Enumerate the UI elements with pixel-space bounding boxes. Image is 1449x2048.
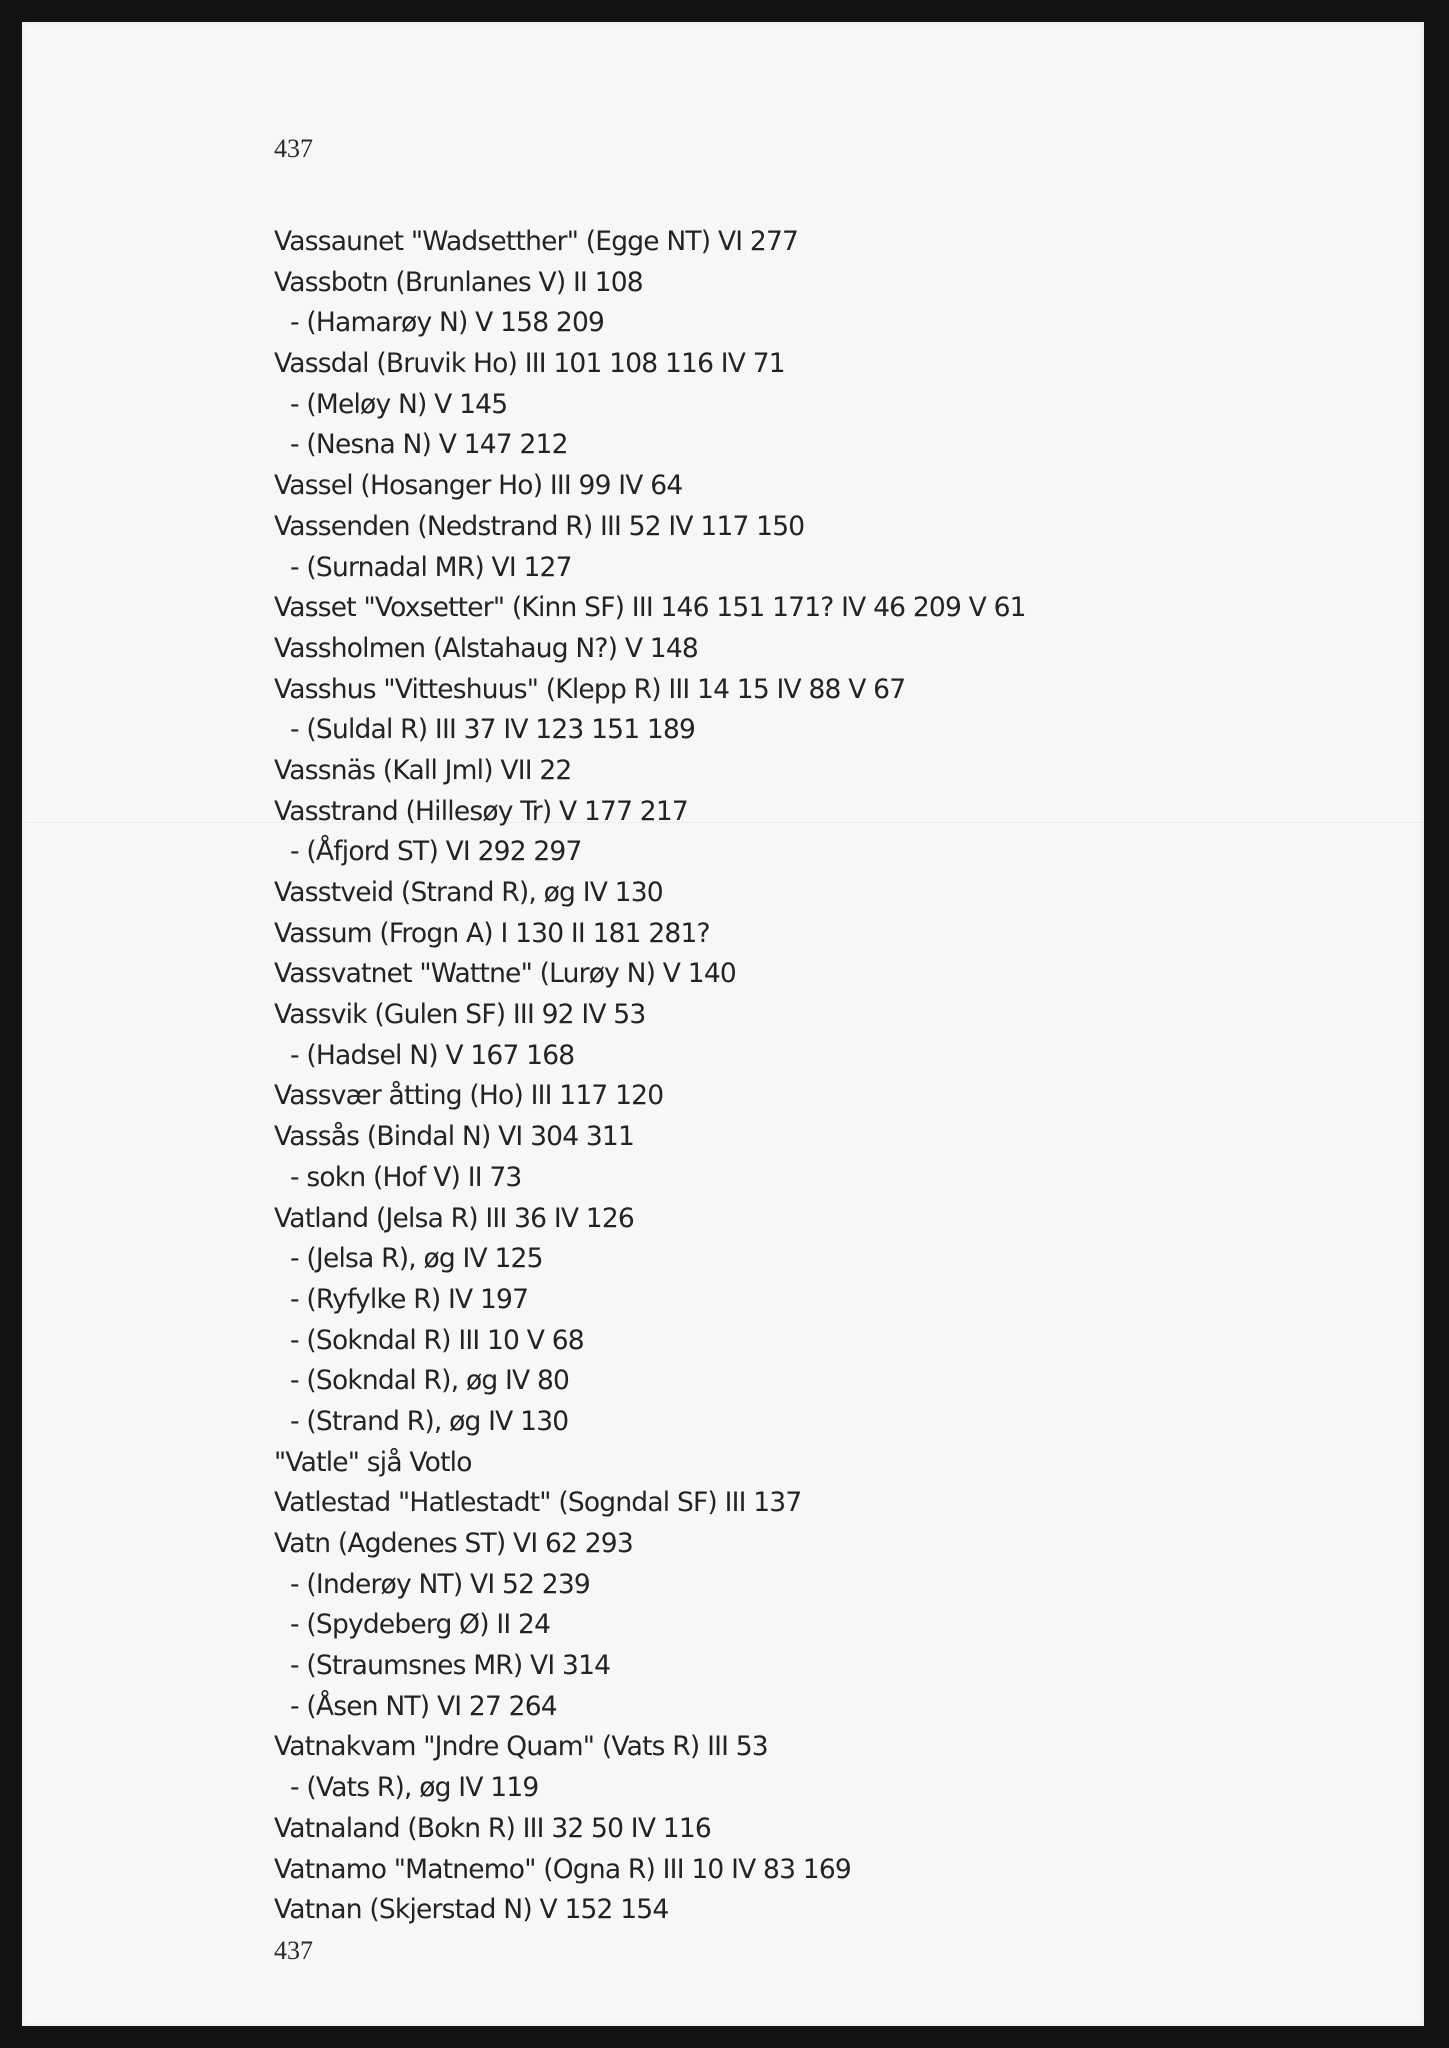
index-subentry: - (Spydeberg Ø) II 24	[290, 1609, 551, 1641]
index-entry: Vatlestad "Hatlestadt" (Sogndal SF) III 137	[274, 1487, 802, 1519]
index-entry: Vasstveid (Strand R), øg IV 130	[274, 877, 663, 908]
index-subentry: - (Sokndal R), øg IV 80	[290, 1365, 570, 1397]
index-subentry: - (Sokndal R) III 10 V 68	[290, 1324, 584, 1356]
index-entry: Vatnakvam "Jndre Quam" (Vats R) III 53	[274, 1731, 768, 1763]
index-entry: Vassås (Bindal N) VI 304 311	[274, 1121, 635, 1153]
index-entry: Vassum (Frogn A) I 130 II 181 281?	[274, 917, 710, 949]
index-entry: Vassvatnet "Wattne" (Lurøy N) V 140	[274, 958, 736, 990]
index-entry: "Vatle" sjå Votlo	[274, 1446, 472, 1478]
index-entry: Vassholmen (Alstahaug N?) V 148	[274, 632, 698, 664]
index-entry: Vassaunet "Wadsetther" (Egge NT) VI 277	[274, 226, 799, 257]
index-subentry: - sokn (Hof V) II 73	[290, 1161, 522, 1193]
index-entry: Vassbotn (Brunlanes V) II 108	[274, 266, 643, 298]
index-subentry: - (Ryfylke R) IV 197	[290, 1283, 529, 1315]
index-subentry: - (Inderøy NT) VI 52 239	[290, 1568, 590, 1600]
index-entry: Vassvær åtting (Ho) III 117 120	[274, 1080, 664, 1112]
index-subentry: - (Åfjord ST) VI 292 297	[290, 836, 582, 868]
index-entry: Vasshus "Vitteshuus" (Klepp R) III 14 15 IV 88 V 67	[274, 673, 906, 705]
index-entry: Vassel (Hosanger Ho) III 99 IV 64	[274, 470, 683, 502]
index-entry: Vatland (Jelsa R) III 36 IV 126	[274, 1202, 634, 1234]
index-entry: Vasset "Voxsetter" (Kinn SF) III 146 151 171? IV 46 209 V 61	[274, 592, 1026, 624]
index-entry: Vatnamo "Matnemo" (Ogna R) III 10 IV 83 169	[274, 1853, 851, 1885]
scanned-page	[22, 22, 1424, 2026]
index-subentry: - (Strand R), øg IV 130	[290, 1405, 569, 1437]
index-subentry: - (Nesna N) V 147 212	[290, 429, 568, 461]
index-subentry: - (Jelsa R), øg IV 125	[290, 1243, 543, 1275]
index-subentry: - (Vats R), øg IV 119	[290, 1772, 539, 1804]
page-number-bottom: 437	[274, 1936, 313, 1965]
index-subentry: - (Straumsnes MR) VI 314	[290, 1650, 611, 1682]
index-entry: Vatnan (Skjerstad N) V 152 154	[274, 1894, 669, 1926]
index-entry: Vatn (Agdenes ST) VI 62 293	[274, 1528, 633, 1559]
index-subentry: - (Hadsel N) V 167 168	[290, 1039, 575, 1071]
page-number-top: 437	[274, 134, 313, 163]
index-subentry: - (Hamarøy N) V 158 209	[290, 307, 605, 339]
index-subentry: - (Meløy N) V 145	[290, 388, 508, 420]
index-subentry: - (Surnadal MR) VI 127	[290, 551, 572, 583]
index-entry: Vasstrand (Hillesøy Tr) V 177 217	[274, 795, 688, 827]
index-entry-list	[274, 222, 1026, 1931]
index-entry: Vassnäs (Kall Jml) VII 22	[274, 754, 572, 786]
index-entry: Vatnaland (Bokn R) III 32 50 IV 116	[274, 1812, 711, 1844]
index-subentry: - (Suldal R) III 37 IV 123 151 189	[290, 714, 696, 746]
index-entry: Vassenden (Nedstrand R) III 52 IV 117 150	[274, 510, 805, 542]
index-subentry: - (Åsen NT) VI 27 264	[290, 1690, 557, 1722]
index-entry: Vassdal (Bruvik Ho) III 101 108 116 IV 71	[274, 348, 785, 380]
index-entry: Vassvik (Gulen SF) III 92 IV 53	[274, 999, 646, 1031]
